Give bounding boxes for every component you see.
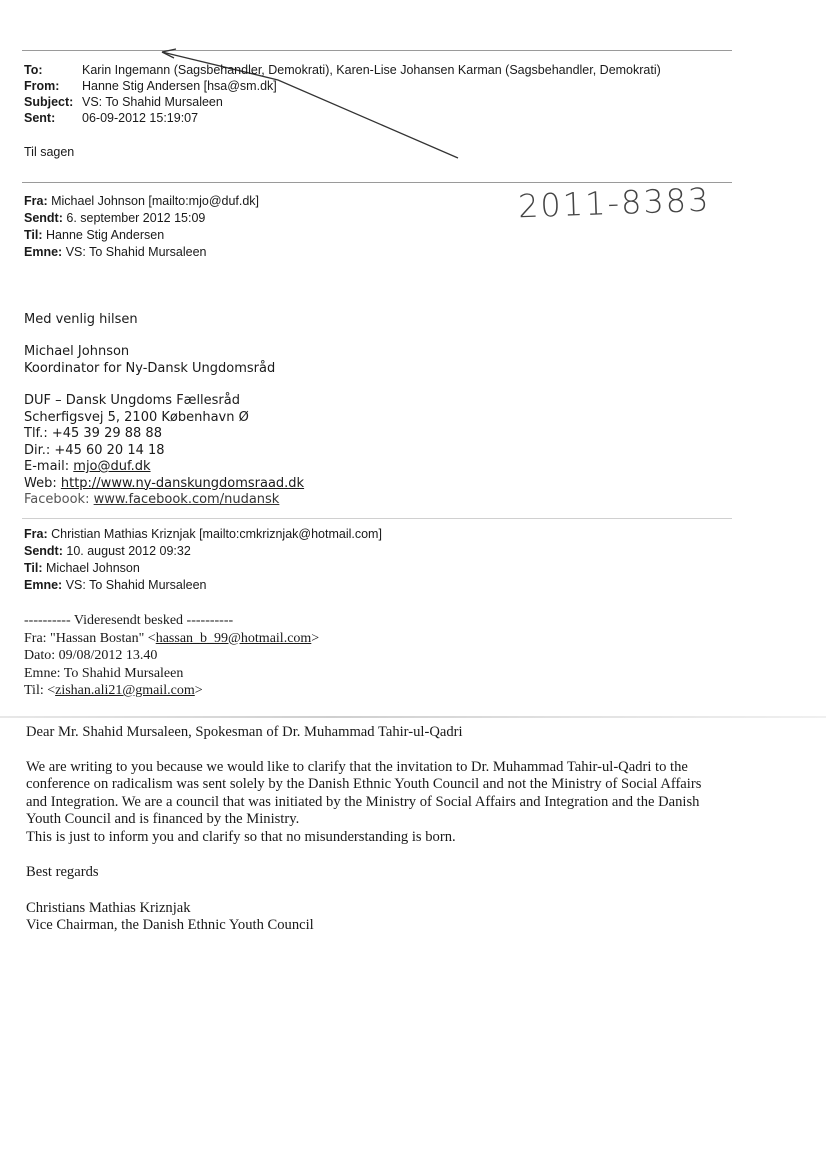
signature-block	[24, 344, 304, 509]
subject-value: VS: To Shahid Mursaleen	[82, 95, 223, 109]
letter-paragraph-1-line-2: conference on radicalism was sent solely by the Danish Ethnic Youth Council and not the Ministry of Social Affairs	[26, 776, 702, 792]
to-value: Karin Ingemann (Sagsbehandler, Demokrati), Karen-Lise Johansen Karman (Sagsbehandler, Demokrati)	[82, 63, 661, 77]
til-label: Til:	[24, 561, 43, 575]
emne-value: VS: To Shahid Mursaleen	[65, 245, 207, 259]
forwarded-message-header	[24, 612, 319, 700]
forwarded-subject: Emne: To Shahid Mursaleen	[24, 665, 184, 681]
sendt-value: 6. september 2012 15:09	[66, 211, 206, 225]
subject-label: Subject:	[24, 95, 74, 109]
til-label: Til:	[24, 228, 43, 242]
forward-header-1	[24, 193, 259, 261]
from-label: From:	[24, 79, 60, 93]
letter-signature-title: Vice Chairman, the Danish Ethnic Youth Council	[26, 917, 314, 933]
til-value: Hanne Stig Andersen	[46, 228, 165, 242]
signature-phone: Tlf.: +45 39 29 88 88	[24, 426, 162, 441]
sendt-value: 10. august 2012 09:32	[66, 544, 191, 558]
email-label: E-mail:	[24, 459, 74, 474]
signature-title: Koordinator for Ny-Dansk Ungdomsråd	[24, 360, 276, 376]
greeting: Med venlig hilsen	[24, 312, 138, 327]
fra-value: Michael Johnson [mailto:mjo@duf.dk]	[51, 194, 260, 208]
forwarded-from-email[interactable]: hassan_b_99@hotmail.com	[155, 630, 312, 646]
web-label: Web:	[24, 475, 61, 491]
forwarded-to-prefix: Til: <	[24, 683, 56, 698]
handwritten-case-number: 2011-8383	[517, 180, 712, 226]
forwarded-to-email[interactable]: zishan.ali21@gmail.com	[55, 683, 195, 698]
sent-value: 06-09-2012 15:19:07	[82, 111, 199, 125]
forward-header-2	[24, 526, 382, 594]
forwarded-marker: ---------- Videresendt besked ----------	[24, 613, 234, 628]
to-label: To:	[24, 63, 43, 77]
forwarded-to-row	[24, 682, 319, 700]
letter-salutation: Dear Mr. Shahid Mursaleen, Spokesman of Dr. Muhammad Tahir-ul-Qadri	[26, 724, 463, 740]
signature-org: DUF – Dansk Ungdoms Fællesråd	[24, 393, 240, 408]
email-link[interactable]: mjo@duf.dk	[73, 459, 151, 474]
facebook-link[interactable]: www.facebook.com/nudansk	[93, 492, 280, 507]
forwarded-from-row	[24, 630, 319, 648]
facebook-label: Facebook:	[24, 492, 94, 507]
sent-label: Sent:	[24, 111, 56, 125]
signature-direct-phone: Dir.: +45 60 20 14 18	[24, 442, 165, 458]
emne-label: Emne:	[24, 578, 63, 592]
signature-address: Scherfigsvej 5, 2100 København Ø	[24, 409, 249, 425]
web-link[interactable]: http://www.ny-danskungdomsraad.dk	[60, 475, 305, 491]
forwarded-from-prefix: Fra: "Hassan Bostan" <	[24, 630, 156, 646]
signature-facebook-row	[24, 492, 304, 509]
outer-email-header	[24, 62, 744, 128]
til-value: Michael Johnson	[46, 561, 140, 575]
fra-label: Fra:	[24, 527, 48, 541]
letter-paragraph-1-line-4: Youth Council and is financed by the Ministry.	[26, 811, 300, 827]
from-value: Hanne Stig Andersen [hsa@sm.dk]	[82, 79, 277, 93]
emne-value: VS: To Shahid Mursaleen	[65, 578, 207, 592]
sendt-label: Sendt:	[24, 544, 63, 558]
divider-2	[22, 518, 732, 519]
sendt-label: Sendt:	[24, 211, 63, 225]
signature-email-row	[24, 459, 304, 476]
scan-artifact-line	[0, 716, 826, 718]
forwarded-to-suffix: >	[194, 683, 203, 698]
letter-paragraph-2: This is just to inform you and clarify so that no misunderstanding is born.	[26, 828, 456, 845]
forwarded-from-suffix: >	[311, 630, 320, 646]
forwarded-date: Dato: 09/08/2012 13.40	[24, 648, 158, 663]
letter-paragraph-1-line-3: and Integration. We are a council that was initiated by the Ministry of Social Affairs and Integration and the Danish	[26, 793, 700, 810]
letter-body	[26, 724, 726, 935]
fra-value: Christian Mathias Kriznjak [mailto:cmkriznjak@hotmail.com]	[51, 527, 382, 541]
fra-label: Fra:	[24, 194, 48, 208]
outer-email-body: Til sagen	[24, 145, 75, 159]
signature-web-row	[24, 476, 304, 493]
signature-name: Michael Johnson	[24, 344, 130, 359]
letter-paragraph-1-line-1: We are writing to you because we would like to clarify that the invitation to Dr. Muhammad Tahir-ul-Qadri to the	[26, 758, 688, 775]
emne-label: Emne:	[24, 245, 63, 259]
letter-closing: Best regards	[26, 864, 99, 880]
letter-signature-name: Christians Mathias Kriznjak	[26, 899, 191, 916]
